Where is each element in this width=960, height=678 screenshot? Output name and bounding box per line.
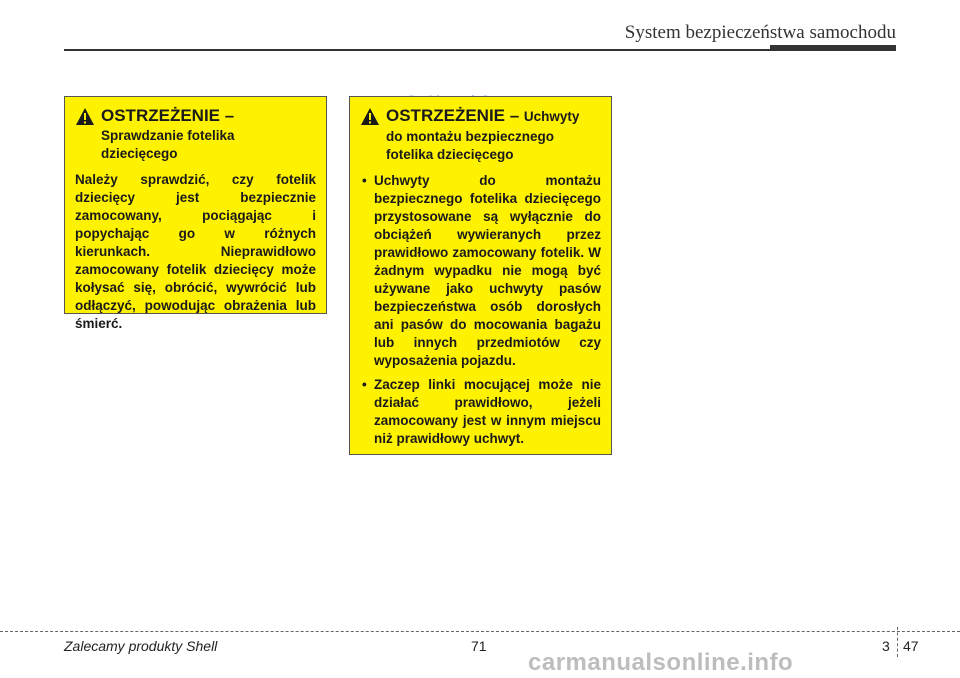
footer-note: Zalecamy produkty Shell <box>64 638 218 654</box>
warning-bullet-item: • Uchwyty do montażu bezpiecznego fotelika dziecięcego przystosowane są wyłącznie do obciążeń wywieranych przez prawidłowo zamocowany fotelik. W żadnym wypadku nie mogą być używane jako uchwyty pasów bezpieczeństwa osób dorosłych ani pasów do mocowania bagażu lub innych przedmiotów czy wyposażenia pojazdu. <box>360 172 601 370</box>
warning-bullet-item: • Zaczep linki mocującej może nie działać prawidłowo, jeżeli zamocowany jest w innym miejscu niż prawidłowy uchwyt. <box>360 376 601 448</box>
warning-subtitle-line: dziecięcego <box>101 146 178 161</box>
warning-triangle-icon <box>75 107 95 127</box>
watermark-bottom[interactable]: carmanualsonline.info <box>528 649 794 676</box>
warning-body <box>360 172 601 448</box>
warning-header <box>360 105 601 128</box>
warning-title-main: OSTRZEŻENIE – <box>386 106 520 125</box>
warning-title: OSTRZEŻENIE – <box>101 106 235 125</box>
footer-page-number: 47 <box>903 638 919 654</box>
warning-body: Należy sprawdzić, czy fotelik dziecięcy jest bezpiecznie zamocowany, pociągając i popychając go w różnych kierunkach. Nieprawidłowo zamocowany fotelik dziecięcy może kołysać się, obrócić, wywrócić lub odłączyć, powodując obrażenia lub śmierć. <box>75 172 316 331</box>
warning-box-anchor-points <box>349 96 612 455</box>
warning-triangle-icon <box>360 107 380 127</box>
warning-subtitle-line: Sprawdzanie fotelika <box>101 128 235 143</box>
header-rule <box>64 49 770 51</box>
warning-bullet-list <box>360 172 601 448</box>
page-header-title: System bezpieczeństwa samochodu <box>624 22 896 43</box>
footer-center-number: 71 <box>471 638 487 654</box>
warning-title <box>386 105 579 128</box>
warning-title-suffix: Uchwyty <box>523 109 580 124</box>
footer-chapter-number: 3 <box>882 638 890 654</box>
warning-subtitle-line: do montażu bezpiecznego <box>386 129 555 144</box>
footer-rule <box>0 631 960 632</box>
footer-separator <box>897 627 898 657</box>
warning-subtitle-line: fotelika dziecięcego <box>386 147 514 162</box>
header-rule-accent <box>770 45 896 51</box>
warning-box-child-seat-check <box>64 96 327 331</box>
warning-header <box>75 105 316 127</box>
